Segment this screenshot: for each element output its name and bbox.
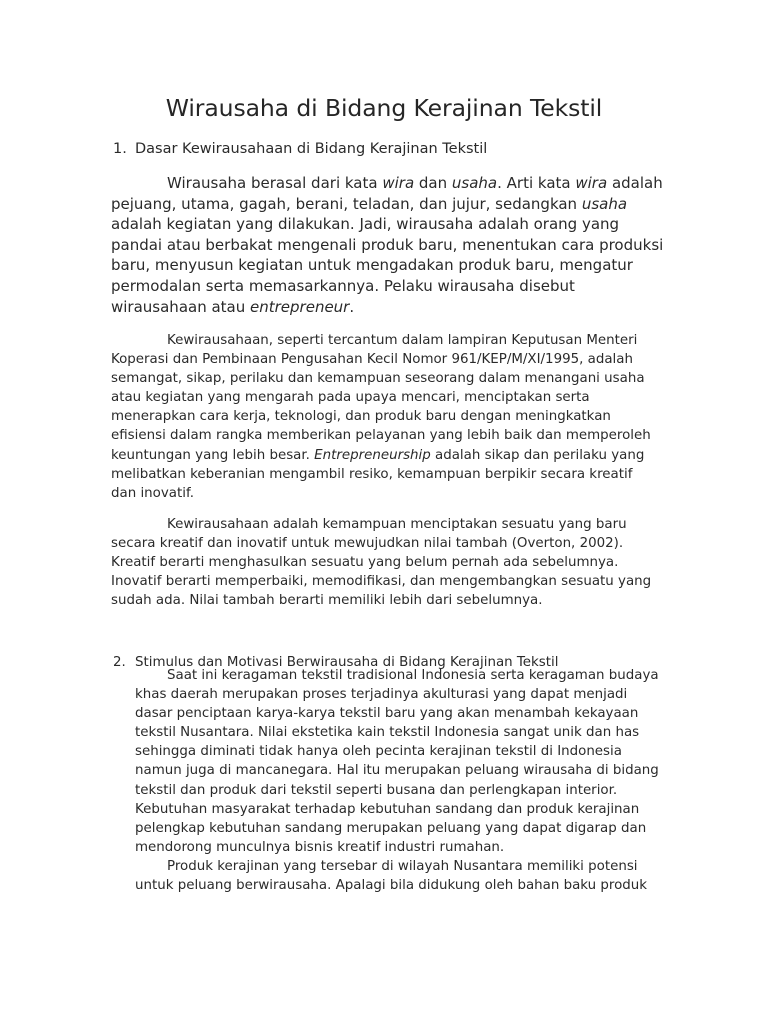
text-line: tekstil dan produk dari tekstil seperti busana dan perlengkapan interior. xyxy=(135,782,618,798)
section-2-paragraph-2 xyxy=(135,857,647,895)
text-line: semangat, sikap, perilaku dan kemampuan seseorang dalam menangani usaha xyxy=(111,371,645,387)
text-line: mendorong munculnya bisnis kreatif industri rumahan. xyxy=(135,839,505,855)
text-line: sehingga diminati tidak hanya oleh pecinta kerajinan tekstil di Indonesia xyxy=(135,744,622,760)
section-1-paragraph-3 xyxy=(111,515,651,610)
section-1-paragraph-1 xyxy=(111,173,663,317)
text-line: adalah kegiatan yang dilakukan. Jadi, wirausaha adalah orang yang xyxy=(111,215,620,234)
text-line: efisiensi dalam rangka memberikan pelayanan yang lebih baik dan memperoleh xyxy=(111,428,651,444)
text-line: sudah ada. Nilai tambah berarti memiliki lebih dari sebelumnya. xyxy=(111,593,543,609)
text-line: Kebutuhan masyarakat terhadap kebutuhan sandang dan produk kerajinan xyxy=(135,801,640,817)
text-line: permodalan serta memasarkannya. Pelaku wirausaha disebut xyxy=(111,276,575,295)
text-line: Kreatif berarti menghasulkan sesuatu yang belum pernah ada sebelumnya. xyxy=(111,555,619,571)
text-line: pandai atau berbakat mengenali produk baru, menentukan cara produksi xyxy=(111,235,664,254)
section-2-title: Stimulus dan Motivasi Berwirausaha di Bidang Kerajinan Tekstil xyxy=(135,655,559,670)
section-2-number: 2. xyxy=(113,655,126,670)
text-line: menerapkan cara kerja, teknologi, dan produk baru dengan meningkatkan xyxy=(111,409,611,425)
text-line: Kewirausahaan adalah kemampuan menciptakan sesuatu yang baru xyxy=(167,517,627,532)
text-line: secara kreatif dan inovatif untuk mewujudkan nilai tambah (Overton, 2002). xyxy=(111,536,624,552)
section-1-heading xyxy=(113,139,487,159)
text-line: Wirausaha berasal dari kata wira dan usaha. Arti kata wira adalah xyxy=(167,174,663,192)
document-title: Wirausaha di Bidang Kerajinan Tekstil xyxy=(165,94,603,122)
text-line: melibatkan keberanian mengambil resiko, kemampuan berpikir secara kreatif xyxy=(111,466,633,482)
text-line: pelengkap kebutuhan sandang merupakan peluang yang dapat digarap dan xyxy=(135,820,647,836)
text-line: keuntungan yang lebih besar. Entrepreneurship adalah sikap dan perilaku yang xyxy=(111,447,645,463)
section-1-number: 1. xyxy=(113,141,127,157)
text-line: khas daerah merupakan proses terjadinya akulturasi yang dapat menjadi xyxy=(135,687,628,703)
text-line: Kewirausahaan, seperti tercantum dalam lampiran Keputusan Menteri xyxy=(167,333,638,348)
text-line: Inovatif berarti memperbaiki, memodifikasi, dan mengembangkan sesuatu yang xyxy=(111,574,652,590)
text-line: Koperasi dan Pembinaan Pengusahan Kecil Nomor 961/KEP/M/XI/1995, adalah xyxy=(111,352,633,368)
section-2-paragraph-1 xyxy=(135,666,659,857)
section-1-title: Dasar Kewirausahaan di Bidang Kerajinan Tekstil xyxy=(135,141,488,157)
section-1-paragraph-2 xyxy=(111,331,651,503)
text-line: Produk kerajinan yang tersebar di wilayah Nusantara memiliki potensi xyxy=(167,859,638,874)
text-line: Saat ini keragaman tekstil tradisional Indonesia serta keragaman budaya xyxy=(167,668,659,683)
text-line: namun juga di mancanegara. Hal itu merupakan peluang wirausaha di bidang xyxy=(135,763,659,779)
text-line: wirausahaan atau entrepreneur. xyxy=(111,297,355,316)
text-line: dan inovatif. xyxy=(111,485,194,501)
text-line: pejuang, utama, gagah, berani, teladan, dan jujur, sedangkan usaha xyxy=(111,194,628,213)
text-line: atau kegiatan yang mengarah pada upaya mencari, menciptakan serta xyxy=(111,390,590,406)
text-line: tekstil Nusantara. Nilai ekstetika kain tekstil Indonesia sangat unik dan has xyxy=(135,725,640,741)
text-line: untuk peluang berwirausaha. Apalagi bila didukung oleh bahan baku produk xyxy=(135,878,648,894)
text-line: dasar penciptaan karya-karya tekstil baru yang akan menambah kekayaan xyxy=(135,706,639,722)
text-line: baru, menyusun kegiatan untuk mengadakan produk baru, mengatur xyxy=(111,256,633,275)
